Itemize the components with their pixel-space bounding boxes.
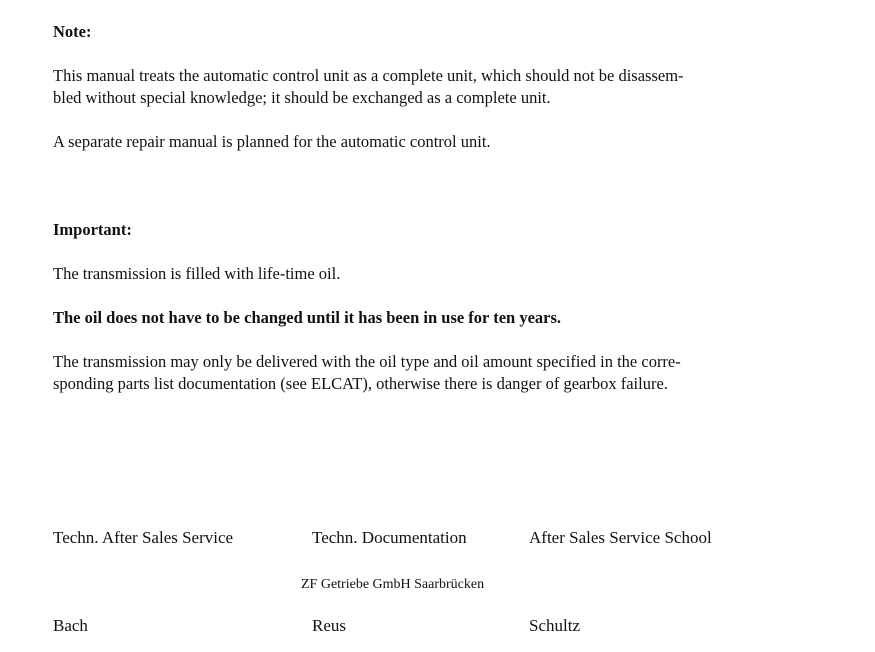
note-paragraph-line-1: This manual treats the automatic control unit as a complete unit, which should not be disassem- [53, 66, 684, 85]
footer-name-3: Schultz [529, 616, 580, 635]
important-paragraph-1: The transmission is filled with life-time oil. [53, 264, 341, 283]
note-heading: Note: [53, 22, 92, 41]
footer-department-2: Techn. Documentation [312, 528, 467, 547]
footer-name-2: Reus [312, 616, 346, 635]
important-paragraph-3-line-1: The transmission may only be delivered with the oil type and oil amount specified in the corre- [53, 352, 681, 371]
note-paragraph-2: A separate repair manual is planned for the automatic control unit. [53, 132, 491, 151]
footer-department-1: Techn. After Sales Service [53, 528, 234, 547]
important-paragraph-2-bold: The oil does not have to be changed until it has been in use for ten years. [53, 308, 562, 327]
important-paragraph-3-line-2: sponding parts list documentation (see ELCAT), otherwise there is danger of gearbox failure. [53, 374, 668, 393]
footer-company: ZF Getriebe GmbH Saarbrücken [301, 577, 485, 592]
important-heading: Important: [53, 220, 132, 239]
note-paragraph-line-2: bled without special knowledge; it should be exchanged as a complete unit. [53, 88, 551, 107]
footer-name-1: Bach [53, 616, 88, 635]
footer-department-3: After Sales Service School [529, 528, 712, 547]
